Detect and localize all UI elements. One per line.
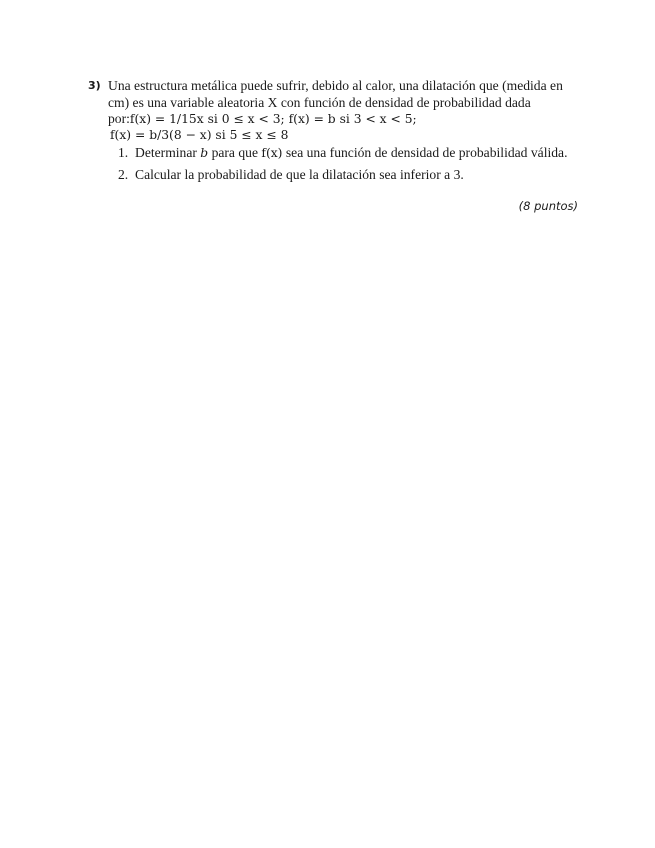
question-text: Calcular la probabilidad de que la dilatación sea inferior a 3.: [135, 167, 464, 182]
statement-line-3: [108, 111, 573, 128]
question-number: 2.: [118, 167, 129, 182]
statement-line-3-prefix: por:: [108, 111, 130, 126]
question-number: 1.: [118, 145, 129, 160]
density-piece-3: f(x) = b/3(8 − x) si 5 ≤ x ≤ 8: [110, 128, 289, 142]
question-text-part: Determinar: [135, 145, 201, 160]
problem-statement: [108, 78, 573, 128]
question-text-part: para que: [208, 145, 262, 160]
question-math-b: b: [200, 146, 209, 160]
question-item-1: [118, 145, 588, 167]
question-math-fx: f(x): [261, 146, 283, 160]
question-item-2: [118, 167, 588, 189]
problem-number: 3): [88, 79, 101, 92]
density-piece-2: f(x) = b si 3 < x < 5;: [284, 112, 417, 126]
statement-line-1: Una estructura metálica puede sufrir, debido al calor, una dilatación que (medida en: [108, 78, 563, 93]
question-list: [118, 145, 588, 189]
density-piece-1: f(x) = 1/15x si 0 ≤ x < 3;: [129, 112, 285, 126]
statement-line-2: cm) es una variable aleatoria X con función de densidad de probabilidad dada: [108, 94, 531, 110]
question-text-part: sea una función de densidad de probabilidad válida.: [282, 145, 568, 160]
points-label: (8 puntos): [518, 199, 578, 213]
